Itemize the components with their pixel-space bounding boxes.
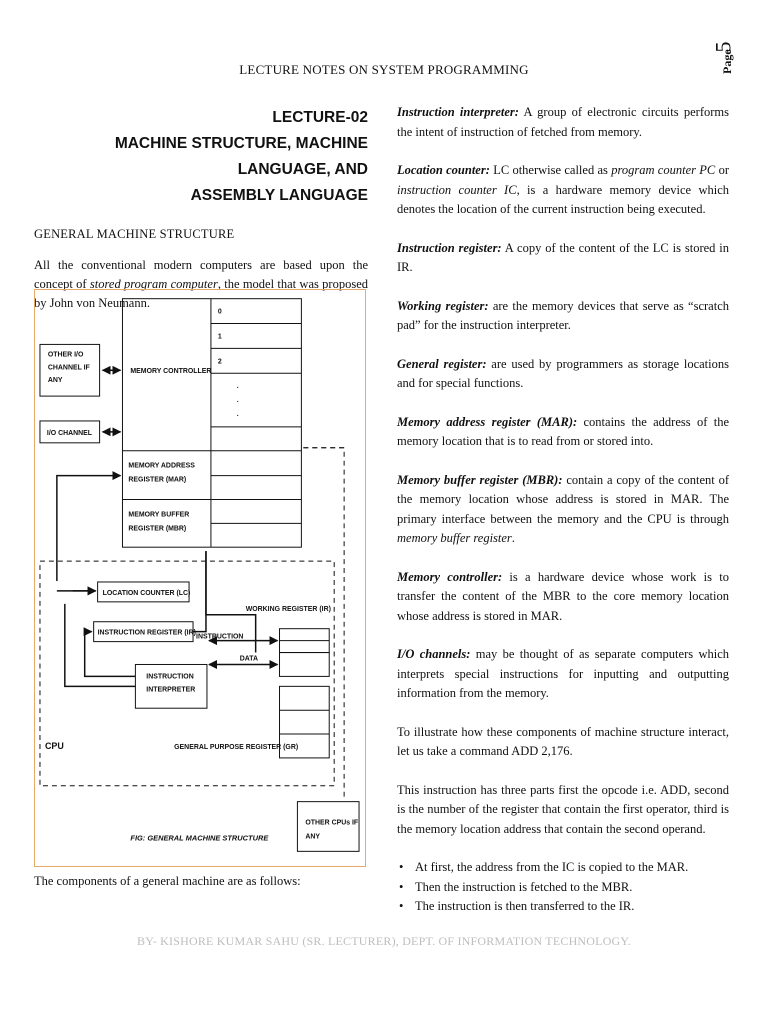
- page-word: Page: [720, 49, 734, 74]
- figure-caption: FIG: GENERAL MACHINE STRUCTURE: [130, 833, 269, 843]
- location-counter-label: LOCATION COUNTER (LC): [102, 589, 191, 597]
- page-number: [710, 32, 762, 92]
- list-item: • The instruction is then transferred to the IR.: [397, 897, 729, 917]
- other-cpus-label-1: OTHER CPUs IF: [305, 819, 359, 827]
- steps-list: [397, 858, 729, 917]
- definition-general-register: General register: are used by programmers as storage locations and for special functions.: [397, 356, 729, 390]
- io-channel-label: I/O CHANNEL: [46, 429, 93, 437]
- interpreter-label-1: INSTRUCTION: [146, 673, 194, 681]
- ellipsis-dot: .: [236, 410, 239, 418]
- left-column: [34, 105, 368, 313]
- lecture-number: LECTURE-02: [272, 109, 368, 126]
- intro-paragraph: All the conventional modern computers are based upon the concept of stored program computer, the model that was proposed by John von Neumann.: [34, 258, 368, 310]
- section-heading: GENERAL MACHINE STRUCTURE: [34, 227, 235, 241]
- mar-label-1: MEMORY ADDRESS: [128, 462, 195, 470]
- cpu-label: CPU: [44, 740, 64, 751]
- instruction-register-label: INSTRUCTION REGISTER (IR): [97, 629, 196, 637]
- lecture-title-line-1: MACHINE STRUCTURE, MACHINE LANGUAGE, AND: [114, 135, 368, 178]
- instruction-parts-paragraph: This instruction has three parts first the opcode i.e. ADD, second is the number of the register that contain the first operator, third is the memory location address that contain the second operand.: [397, 782, 729, 836]
- definition-mbr: Memory buffer register (MBR): contain a copy of the content of the memory location whose address is stored in MAR. The primary interface between the memory and the CPU is through memory buffer register.: [397, 472, 729, 545]
- definition-io-channels: I/O channels: may be thought of as separate computers which interprets special instructions for inputting and outputting information from the memory.: [397, 647, 729, 700]
- other-cpus-label-2: ANY: [305, 833, 321, 841]
- memory-controller-label: MEMORY CONTROLLER: [130, 368, 212, 376]
- mbr-label-1: MEMORY BUFFER: [128, 511, 190, 519]
- definition-memory-controller: Memory controller: is a hardware device whose work is to transfer the content of the MBR to the core memory location whose address is stored in MAR.: [397, 569, 729, 623]
- right-column: [397, 103, 729, 917]
- page-footer: BY- KISHORE KUMAR SAHU (SR. LECTURER), DEPT. OF INFORMATION TECHNOLOGY.: [137, 934, 631, 948]
- ellipsis-dot: .: [236, 383, 239, 391]
- instruction-flow-label: INSTRUCTION: [196, 633, 244, 641]
- gpr-label: GENERAL PURPOSE REGISTER (GR): [174, 743, 299, 751]
- page-number-value: 5: [710, 41, 736, 53]
- list-item: • At first, the address from the IC is copied to the MAR.: [397, 858, 729, 878]
- mar-label-2: REGISTER (MAR): [128, 476, 187, 484]
- list-item: • Then the instruction is fetched to the MBR.: [397, 878, 729, 898]
- working-register-label: WORKING REGISTER (IR): [245, 605, 331, 613]
- memory-cell-0: 0: [217, 308, 222, 316]
- data-flow-label: DATA: [239, 655, 259, 663]
- memory-cell-1: 1: [217, 333, 222, 341]
- other-io-label-1: OTHER I/O: [47, 351, 84, 359]
- memory-block: [122, 299, 301, 547]
- ellipsis-dot: .: [236, 397, 239, 405]
- definition-working-register: Working register: are the memory devices that serve as “scratch pad” for the instruction interpreter.: [397, 298, 729, 332]
- other-io-label-3: ANY: [47, 377, 63, 385]
- definition-instruction-register: Instruction register: A copy of the content of the LC is stored in IR.: [397, 240, 730, 274]
- mbr-label-2: REGISTER (MBR): [128, 525, 187, 533]
- general-machine-structure-figure: [34, 289, 366, 867]
- lecture-title-line-2: ASSEMBLY LANGUAGE: [190, 187, 368, 204]
- definition-mar: Memory address register (MAR): contains the address of the memory location that is to read from or stored into.: [397, 414, 729, 448]
- components-line: The components of a general machine are as follows:: [34, 874, 301, 888]
- definition-instruction-interpreter: Instruction interpreter: A group of electronic circuits performs the intent of instruction of fetched from memory.: [397, 105, 730, 139]
- memory-cell-2: 2: [217, 358, 222, 366]
- page-header: LECTURE NOTES ON SYSTEM PROGRAMMING: [239, 62, 529, 77]
- interpreter-label-2: INTERPRETER: [146, 686, 196, 694]
- definition-location-counter: Location counter: LC otherwise called as program counter PC or instruction counter IC, is a hardware memory device which denotes the location of the current instruction being executed.: [397, 163, 729, 216]
- illustration-paragraph: To illustrate how these components of machine structure interact, let us take a command ADD 2,176.: [397, 724, 729, 758]
- other-io-label-2: CHANNEL IF: [47, 364, 90, 372]
